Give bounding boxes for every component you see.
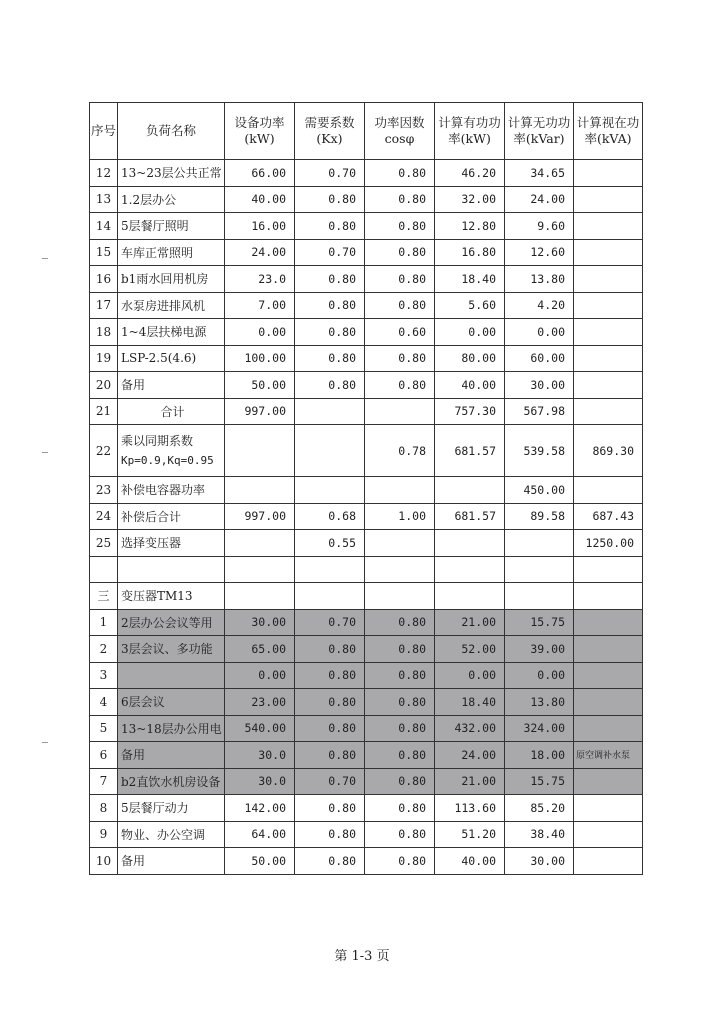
reactive-power-cell: 60.00 xyxy=(505,345,574,372)
scan-mark xyxy=(42,258,48,259)
table-row xyxy=(90,292,643,319)
demand-factor-cell: 0.70 xyxy=(295,160,365,187)
load-name-cell: 变压器TM13 xyxy=(118,583,225,610)
table-row xyxy=(90,425,643,477)
power-factor-cell: 0.80 xyxy=(365,609,435,636)
reactive-power-cell xyxy=(505,530,574,557)
device-power-cell: 7.00 xyxy=(225,292,295,319)
table-row xyxy=(90,345,643,372)
demand-factor-cell: 0.80 xyxy=(295,292,365,319)
apparent-power-cell xyxy=(574,848,643,875)
active-power-cell: 681.57 xyxy=(435,503,505,530)
reactive-power-cell: 12.60 xyxy=(505,239,574,266)
row-index-cell: 5 xyxy=(90,715,118,742)
reactive-power-cell: 89.58 xyxy=(505,503,574,530)
load-name-cell: 选择变压器 xyxy=(118,530,225,557)
apparent-power-cell xyxy=(574,636,643,663)
device-power-cell: 997.00 xyxy=(225,503,295,530)
active-power-cell: 18.40 xyxy=(435,689,505,716)
reactive-power-cell: 9.60 xyxy=(505,213,574,240)
demand-factor-cell: 0.80 xyxy=(295,742,365,769)
load-name-cell: 物业、办公空调 xyxy=(118,821,225,848)
reactive-power-cell: 18.00 xyxy=(505,742,574,769)
load-name-cell: 备用 xyxy=(118,848,225,875)
device-power-cell: 66.00 xyxy=(225,160,295,187)
row-index-cell: 13 xyxy=(90,186,118,213)
load-name-cell: 13~18层办公用电 xyxy=(118,715,225,742)
table-row xyxy=(90,821,643,848)
row-index-cell: 18 xyxy=(90,319,118,346)
apparent-power-cell xyxy=(574,795,643,822)
apparent-power-cell xyxy=(574,266,643,293)
active-power-cell xyxy=(435,583,505,610)
apparent-power-cell xyxy=(574,345,643,372)
load-name-cell xyxy=(118,425,225,477)
apparent-power-cell xyxy=(574,556,643,583)
device-power-cell xyxy=(225,530,295,557)
power-factor-cell: 0.80 xyxy=(365,160,435,187)
row-index-cell: 1 xyxy=(90,609,118,636)
device-power-cell: 50.00 xyxy=(225,372,295,399)
reactive-power-cell xyxy=(505,556,574,583)
device-power-cell: 540.00 xyxy=(225,715,295,742)
table-row xyxy=(90,583,643,610)
active-power-cell: 46.20 xyxy=(435,160,505,187)
demand-factor-cell xyxy=(295,556,365,583)
demand-factor-cell: 0.80 xyxy=(295,715,365,742)
device-power-cell: 16.00 xyxy=(225,213,295,240)
table-row xyxy=(90,266,643,293)
demand-factor-cell xyxy=(295,583,365,610)
row-index-cell: 6 xyxy=(90,742,118,769)
apparent-power-cell: 687.43 xyxy=(574,503,643,530)
table-row xyxy=(90,609,643,636)
demand-factor-cell: 0.80 xyxy=(295,821,365,848)
table-row xyxy=(90,398,643,425)
load-name-cell: 水泵房进排风机 xyxy=(118,292,225,319)
device-power-cell xyxy=(225,425,295,477)
device-power-cell: 0.00 xyxy=(225,319,295,346)
row-index-cell: 23 xyxy=(90,477,118,504)
row-index-cell: 12 xyxy=(90,160,118,187)
power-factor-cell: 0.80 xyxy=(365,848,435,875)
demand-factor-cell: 0.80 xyxy=(295,266,365,293)
active-power-cell: 21.00 xyxy=(435,609,505,636)
row-index-cell: 4 xyxy=(90,689,118,716)
apparent-power-cell xyxy=(574,239,643,266)
power-factor-cell: 1.00 xyxy=(365,503,435,530)
apparent-power-cell xyxy=(574,768,643,795)
header-reactive-power: 计算无功功率(kVar) xyxy=(505,103,574,160)
active-power-cell xyxy=(435,477,505,504)
device-power-cell: 64.00 xyxy=(225,821,295,848)
row-index-cell: 2 xyxy=(90,636,118,663)
load-name-cell xyxy=(118,556,225,583)
device-power-cell xyxy=(225,583,295,610)
reactive-power-cell: 0.00 xyxy=(505,662,574,689)
apparent-power-cell xyxy=(574,319,643,346)
demand-factor-cell xyxy=(295,425,365,477)
reactive-power-cell: 0.00 xyxy=(505,319,574,346)
power-factor-cell: 0.80 xyxy=(365,662,435,689)
active-power-cell: 16.80 xyxy=(435,239,505,266)
row-index-cell: 17 xyxy=(90,292,118,319)
header-power-factor: 功率因数cosφ xyxy=(365,103,435,160)
active-power-cell: 21.00 xyxy=(435,768,505,795)
demand-factor-cell: 0.70 xyxy=(295,239,365,266)
power-factor-cell: 0.80 xyxy=(365,795,435,822)
reactive-power-cell: 38.40 xyxy=(505,821,574,848)
active-power-cell: 5.60 xyxy=(435,292,505,319)
reactive-power-cell: 13.80 xyxy=(505,689,574,716)
device-power-cell: 50.00 xyxy=(225,848,295,875)
row-index-cell: 10 xyxy=(90,848,118,875)
load-name-cell: 6层会议 xyxy=(118,689,225,716)
active-power-cell: 432.00 xyxy=(435,715,505,742)
table-row xyxy=(90,795,643,822)
device-power-cell: 997.00 xyxy=(225,398,295,425)
demand-factor-cell: 0.80 xyxy=(295,372,365,399)
power-factor-cell: 0.60 xyxy=(365,319,435,346)
table-row xyxy=(90,556,643,583)
page-number: 第 1-3 页 xyxy=(334,949,390,964)
table-row xyxy=(90,768,643,795)
apparent-power-cell xyxy=(574,372,643,399)
device-power-cell: 24.00 xyxy=(225,239,295,266)
active-power-cell: 681.57 xyxy=(435,425,505,477)
row-index-cell xyxy=(90,556,118,583)
row-index-cell: 25 xyxy=(90,530,118,557)
power-factor-cell xyxy=(365,583,435,610)
power-factor-cell: 0.80 xyxy=(365,768,435,795)
table-row xyxy=(90,530,643,557)
device-power-cell: 23.0 xyxy=(225,266,295,293)
apparent-power-cell xyxy=(574,715,643,742)
table-row xyxy=(90,689,643,716)
row-index-cell: 7 xyxy=(90,768,118,795)
apparent-power-cell xyxy=(574,821,643,848)
device-power-cell: 23.00 xyxy=(225,689,295,716)
load-name-cell: 备用 xyxy=(118,372,225,399)
power-factor-cell: 0.80 xyxy=(365,372,435,399)
power-factor-cell: 0.80 xyxy=(365,239,435,266)
power-factor-cell: 0.80 xyxy=(365,742,435,769)
load-name-cell: 5层餐厅动力 xyxy=(118,795,225,822)
load-name-cell: 3层会议、多功能 xyxy=(118,636,225,663)
device-power-cell: 100.00 xyxy=(225,345,295,372)
active-power-cell: 0.00 xyxy=(435,319,505,346)
device-power-cell: 65.00 xyxy=(225,636,295,663)
reactive-power-cell: 85.20 xyxy=(505,795,574,822)
header-load-name: 负荷名称 xyxy=(118,103,225,160)
reactive-power-cell: 450.00 xyxy=(505,477,574,504)
reactive-power-cell: 4.20 xyxy=(505,292,574,319)
reactive-power-cell: 30.00 xyxy=(505,372,574,399)
load-name-cell: 2层办公会议等用 xyxy=(118,609,225,636)
table-row xyxy=(90,848,643,875)
demand-factor-cell: 0.70 xyxy=(295,609,365,636)
load-name-cell: LSP-2.5(4.6) xyxy=(118,345,225,372)
load-name-cell: 1.2层办公 xyxy=(118,186,225,213)
power-factor-cell xyxy=(365,530,435,557)
power-factor-cell: 0.78 xyxy=(365,425,435,477)
reactive-power-cell: 39.00 xyxy=(505,636,574,663)
power-factor-cell xyxy=(365,556,435,583)
row-index-cell: 19 xyxy=(90,345,118,372)
device-power-cell xyxy=(225,477,295,504)
power-factor-cell: 0.80 xyxy=(365,213,435,240)
table-row xyxy=(90,160,643,187)
load-name-cell xyxy=(118,662,225,689)
scan-mark xyxy=(42,742,48,743)
device-power-cell xyxy=(225,556,295,583)
apparent-power-cell xyxy=(574,213,643,240)
reactive-power-cell xyxy=(505,583,574,610)
table-row xyxy=(90,239,643,266)
table-row xyxy=(90,715,643,742)
demand-factor-cell: 0.80 xyxy=(295,213,365,240)
apparent-power-cell: 1250.00 xyxy=(574,530,643,557)
apparent-power-cell xyxy=(574,583,643,610)
row-index-cell: 21 xyxy=(90,398,118,425)
reactive-power-cell: 30.00 xyxy=(505,848,574,875)
reactive-power-cell: 567.98 xyxy=(505,398,574,425)
demand-factor-cell: 0.80 xyxy=(295,795,365,822)
power-factor-cell xyxy=(365,477,435,504)
power-factor-cell: 0.80 xyxy=(365,266,435,293)
active-power-cell: 80.00 xyxy=(435,345,505,372)
load-name-cell: 13~23层公共正常 xyxy=(118,160,225,187)
power-factor-cell xyxy=(365,398,435,425)
active-power-cell: 32.00 xyxy=(435,186,505,213)
header-index: 序号 xyxy=(90,103,118,160)
load-name-cell: 1~4层扶梯电源 xyxy=(118,319,225,346)
load-name-cell: b1雨水回用机房 xyxy=(118,266,225,293)
table-row xyxy=(90,503,643,530)
demand-factor-cell: 0.68 xyxy=(295,503,365,530)
power-factor-cell: 0.80 xyxy=(365,821,435,848)
demand-factor-cell: 0.80 xyxy=(295,689,365,716)
reactive-power-cell: 15.75 xyxy=(505,768,574,795)
apparent-power-cell xyxy=(574,160,643,187)
active-power-cell: 12.80 xyxy=(435,213,505,240)
table-row xyxy=(90,319,643,346)
load-name-cell: b2直饮水机房设备 xyxy=(118,768,225,795)
reactive-power-cell: 15.75 xyxy=(505,609,574,636)
demand-factor-cell: 0.80 xyxy=(295,662,365,689)
apparent-power-cell xyxy=(574,186,643,213)
row-index-cell: 16 xyxy=(90,266,118,293)
row-index-cell: 8 xyxy=(90,795,118,822)
row-index-cell: 3 xyxy=(90,662,118,689)
device-power-cell: 30.0 xyxy=(225,742,295,769)
table-row xyxy=(90,477,643,504)
demand-factor-cell: 0.80 xyxy=(295,345,365,372)
load-name-cell: 车库正常照明 xyxy=(118,239,225,266)
demand-factor-cell: 0.80 xyxy=(295,636,365,663)
demand-factor-cell: 0.80 xyxy=(295,848,365,875)
apparent-power-cell xyxy=(574,689,643,716)
table-row xyxy=(90,662,643,689)
active-power-cell: 40.00 xyxy=(435,848,505,875)
active-power-cell: 113.60 xyxy=(435,795,505,822)
device-power-cell: 0.00 xyxy=(225,662,295,689)
row-index-cell: 20 xyxy=(90,372,118,399)
table-row xyxy=(90,742,643,769)
power-factor-cell: 0.80 xyxy=(365,345,435,372)
row-index-cell: 22 xyxy=(90,425,118,477)
row-index-cell: 14 xyxy=(90,213,118,240)
demand-factor-cell: 0.80 xyxy=(295,186,365,213)
apparent-power-cell: 869.30 xyxy=(574,425,643,477)
header-apparent-power: 计算视在功率(kVA) xyxy=(574,103,643,160)
device-power-cell: 30.0 xyxy=(225,768,295,795)
reactive-power-cell: 539.58 xyxy=(505,425,574,477)
active-power-cell xyxy=(435,530,505,557)
active-power-cell: 52.00 xyxy=(435,636,505,663)
device-power-cell: 30.00 xyxy=(225,609,295,636)
apparent-power-cell xyxy=(574,662,643,689)
active-power-cell: 40.00 xyxy=(435,372,505,399)
apparent-power-cell xyxy=(574,292,643,319)
row-index-cell: 24 xyxy=(90,503,118,530)
active-power-cell: 51.20 xyxy=(435,821,505,848)
header-demand-factor: 需要系数(Kx) xyxy=(295,103,365,160)
power-factor-cell: 0.80 xyxy=(365,636,435,663)
demand-factor-cell xyxy=(295,477,365,504)
active-power-cell: 18.40 xyxy=(435,266,505,293)
reactive-power-cell: 24.00 xyxy=(505,186,574,213)
apparent-power-cell xyxy=(574,398,643,425)
scan-mark xyxy=(42,452,48,453)
device-power-cell: 142.00 xyxy=(225,795,295,822)
table-row xyxy=(90,636,643,663)
active-power-cell: 757.30 xyxy=(435,398,505,425)
row-index-cell: 三 xyxy=(90,583,118,610)
demand-factor-cell: 0.80 xyxy=(295,319,365,346)
reactive-power-cell: 324.00 xyxy=(505,715,574,742)
active-power-cell: 24.00 xyxy=(435,742,505,769)
device-power-cell: 40.00 xyxy=(225,186,295,213)
demand-factor-cell: 0.70 xyxy=(295,768,365,795)
reactive-power-cell: 13.80 xyxy=(505,266,574,293)
reactive-power-cell: 34.65 xyxy=(505,160,574,187)
header-device-power: 设备功率(kW) xyxy=(225,103,295,160)
demand-factor-cell: 0.55 xyxy=(295,530,365,557)
power-factor-cell: 0.80 xyxy=(365,689,435,716)
row-index-cell: 15 xyxy=(90,239,118,266)
load-name-line: 乘以同期系数 xyxy=(121,433,194,448)
load-calculation-sheet xyxy=(89,102,642,875)
load-name-cell: 5层餐厅照明 xyxy=(118,213,225,240)
apparent-power-cell xyxy=(574,477,643,504)
power-factor-cell: 0.80 xyxy=(365,186,435,213)
apparent-power-cell: 原空调补水泵 xyxy=(574,742,643,769)
load-name-cell: 合计 xyxy=(118,398,225,425)
load-name-cell: 备用 xyxy=(118,742,225,769)
header-active-power: 计算有功功率(kW) xyxy=(435,103,505,160)
apparent-power-cell xyxy=(574,609,643,636)
table-header-row xyxy=(90,103,643,160)
load-name-cell: 补偿后合计 xyxy=(118,503,225,530)
load-name-cell: 补偿电容器功率 xyxy=(118,477,225,504)
load-table xyxy=(89,102,643,875)
table-row xyxy=(90,186,643,213)
row-index-cell: 9 xyxy=(90,821,118,848)
active-power-cell: 0.00 xyxy=(435,662,505,689)
demand-factor-cell xyxy=(295,398,365,425)
table-row xyxy=(90,213,643,240)
active-power-cell xyxy=(435,556,505,583)
power-factor-cell: 0.80 xyxy=(365,292,435,319)
table-row xyxy=(90,372,643,399)
coefficient-line: Kp=0.9,Kq=0.95 xyxy=(121,453,214,467)
power-factor-cell: 0.80 xyxy=(365,715,435,742)
